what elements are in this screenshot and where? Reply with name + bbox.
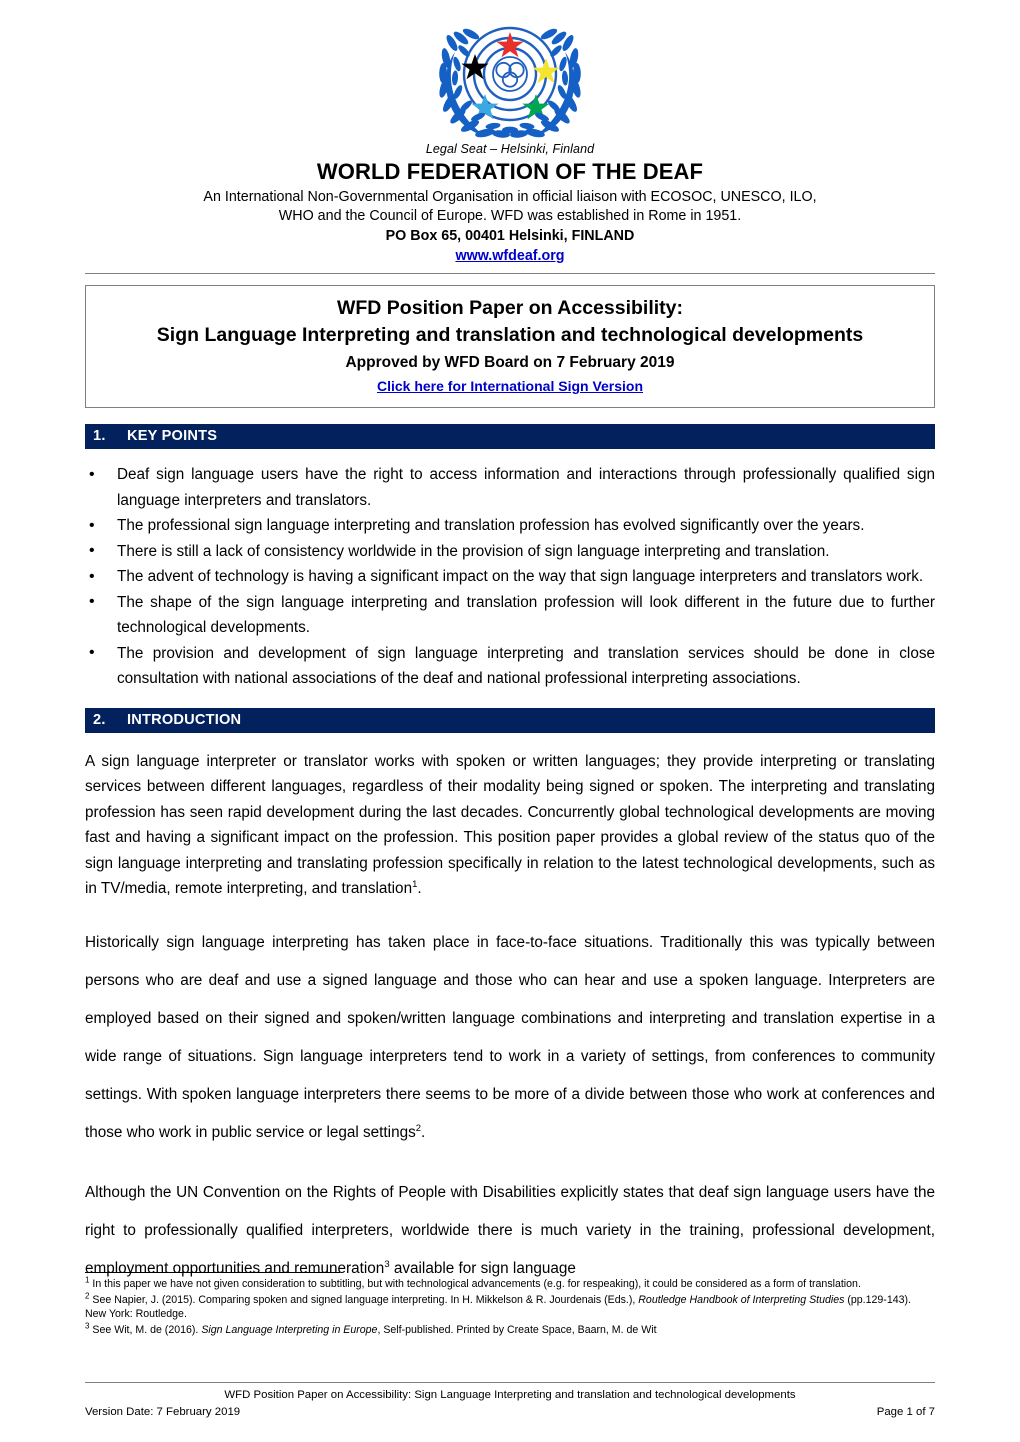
footnote-ref-1[interactable]: 1 (412, 878, 418, 890)
list-item: • There is still a lack of consistency worldwide in the provision of sign language interpreting and translation. (85, 539, 935, 565)
introduction-paragraph-3 (85, 1174, 935, 1288)
document-title-line-2: Sign Language Interpreting and translation and technological developments (156, 324, 864, 346)
document-title-box (85, 285, 935, 408)
organisation-website-link[interactable]: www.wfdeaf.org (455, 248, 565, 264)
introduction-paragraph-1 (85, 749, 935, 902)
organisation-description-line-2: WHO and the Council of Europe. WFD was established in Rome in 1951. (278, 208, 742, 224)
legal-seat-text: Legal Seat – Helsinki, Finland (425, 142, 595, 156)
footer-meta-row (85, 1404, 935, 1420)
introduction-paragraph-2 (85, 924, 935, 1152)
section-number-2: 2. (93, 711, 106, 728)
paragraph-text: Historically sign language interpreting has taken place in face-to-face situations. Traditionally this was typically between persons who are deaf and use a signed language and those who can hear and use a spoken language. Interpreters are employed based on their signed and spoken/written language combinations and interpreting and translation expertise in a wide range of situations. Sign language interpreters tend to work in a variety of settings, from conferences to community settings. With spoken language interpreters there seems to be more of a divide between those who work at conferences and those who work in public service or legal settings (85, 933, 935, 1141)
section-title-1: KEY POINTS (127, 428, 218, 444)
organisation-address: PO Box 65, 00401 Helsinki, FINLAND (385, 228, 635, 244)
list-item: • The shape of the sign language interpreting and translation profession will look different in the future due to further technological developments. (85, 590, 935, 641)
section-header-key-points (85, 424, 935, 449)
page-footer (85, 1382, 935, 1420)
footnote-2-text-b: (pp.129-143). New York: Routledge. (85, 1293, 911, 1321)
document-approval-text: Approved by WFD Board on 7 February 2019 (345, 354, 675, 371)
paragraph-text: Although the UN Convention on the Rights of People with Disabilities explicitly states that deaf sign language users have the right to professionally qualified interpreters, worldwide there is much variety in the training, professional development, employment opportunities and remuneration (85, 1183, 935, 1277)
footer-divider (85, 1382, 935, 1383)
organisation-description-line-1: An International Non-Governmental Organisation in official liaison with ECOSOC, UNESCO, ILO, (203, 189, 817, 205)
footnote-1-marker: 1 (85, 1275, 90, 1285)
footnote-3-text-a: See Wit, M. de (2016). (89, 1323, 202, 1336)
footnotes-block (85, 1272, 935, 1338)
footnote-ref-3[interactable]: 3 (384, 1258, 390, 1270)
footnote-3-text-b: , Self-published. Printed by Create Space, Baarn, M. de Wit (377, 1323, 657, 1336)
list-item: • The advent of technology is having a significant impact on the way that sign language interpreters and translators work. (85, 564, 935, 590)
footnote-2-italic: Routledge Handbook of Interpreting Studies (638, 1293, 845, 1306)
letterhead (0, 0, 1020, 274)
footnote-ref-2[interactable]: 2 (415, 1122, 422, 1134)
footer-page-number: Page 1 of 7 (876, 1406, 935, 1418)
paragraph-tail: . (421, 1123, 426, 1141)
paragraph-tail: available for sign language (389, 1259, 576, 1277)
footer-document-title: WFD Position Paper on Accessibility: Sign Language Interpreting and translation and technological developments (224, 1389, 796, 1401)
list-item: • The professional sign language interpreting and translation profession has evolved significantly over the years. (85, 513, 935, 539)
footnote-1-text: In this paper we have not given consideration to subtitling, but with technological advancements (e.g. for respeaking), it could be considered as a form of translation. (89, 1278, 861, 1290)
paragraph-tail: . (417, 880, 422, 897)
letterhead-divider (85, 273, 935, 274)
wfd-logo (0, 18, 1020, 140)
list-item: • The provision and development of sign language interpreting and translation services should be done in close consultation with national associations of the deaf and national professional interpreting associations. (85, 641, 935, 692)
introduction-content (85, 749, 935, 1288)
section-header-introduction (85, 708, 935, 733)
footnote-3-italic: Sign Language Interpreting in Europe (201, 1323, 378, 1336)
footnote-separator (85, 1272, 340, 1273)
organisation-name: WORLD FEDERATION OF THE DEAF (316, 159, 704, 184)
footnote-2 (85, 1293, 935, 1322)
key-points-content (85, 462, 935, 692)
footnote-3 (85, 1323, 935, 1338)
international-sign-version-link[interactable]: Click here for International Sign Version (376, 378, 644, 394)
paragraph-text: A sign language interpreter or translator works with spoken or written languages; they provide interpreting or translating services between different languages, regardless of their modality being signed or spoken. The interpreting and translating profession has seen rapid development during the last decades. Concurrently global technological developments are moving fast and having a significant impact on the profession. This position paper provides a global review of the status quo of the sign language interpreting and translating profession specifically in relation to the latest technological developments, such as in TV/media, remote interpreting, and translation (85, 752, 935, 897)
section-title-2: INTRODUCTION (127, 711, 242, 728)
wfd-globe-wreath-icon (435, 18, 585, 140)
footnote-2-text-a: See Napier, J. (2015). Comparing spoken and signed language interpreting. In H. Mikkelson & R. Jourdenais (Eds.), (89, 1293, 639, 1306)
document-title-line-1: WFD Position Paper on Accessibility: (336, 297, 683, 319)
section-number-1: 1. (93, 428, 106, 444)
list-item: • Deaf sign language users have the right to access information and interactions through professionally qualified sign language interpreters and translators. (85, 462, 935, 513)
footnote-2-marker: 2 (85, 1291, 90, 1301)
footnote-3-marker: 3 (85, 1321, 90, 1331)
footer-version-date: Version Date: 7 February 2019 (85, 1406, 241, 1418)
footnote-1 (85, 1277, 935, 1292)
key-points-list (85, 462, 935, 692)
